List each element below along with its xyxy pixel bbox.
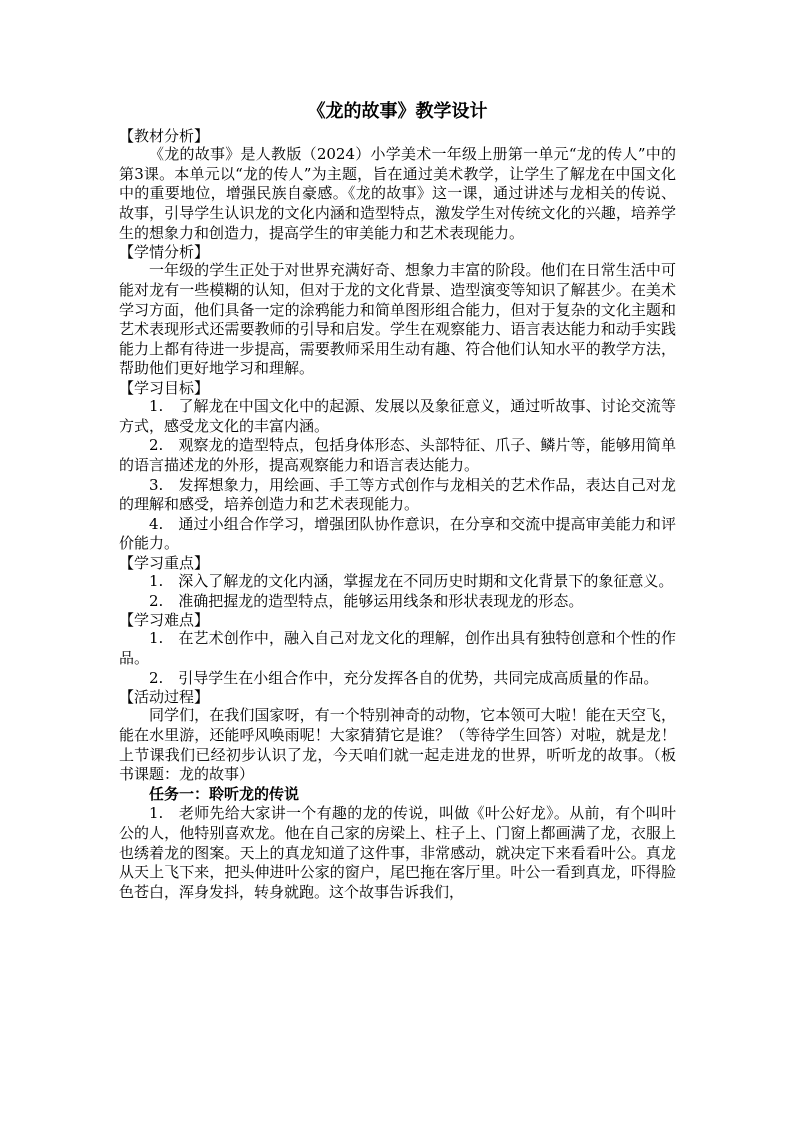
list-item: 1. 了解龙在中国文化中的起源、发展以及象征意义，通过听故事、讨论交流等方式，感受龙文化的丰富内涵。 (119, 397, 676, 435)
list-item: 3. 发挥想象力，用绘画、手工等方式创作与龙相关的艺术作品，表达自己对龙的理解和感受，培养创造力和艺术表现能力。 (119, 475, 676, 514)
section-heading-activity-process: 【活动过程】 (119, 688, 210, 707)
section-heading-learner-analysis: 【学情分析】 (119, 243, 210, 262)
list-item: 2. 观察龙的造型特点，包括身体形态、头部特征、爪子、鳞片等，能够用简单的语言描述龙的外形，提高观察能力和语言表达能力。 (119, 436, 676, 474)
paragraph: 一年级的学生正处于对世界充满好奇、想象力丰富的阶段。他们在日常生活中可能对龙有一些模糊的认知，但对于龙的文化背景、造型演变等知识了解甚少。在美术学习方面，他们具备一定的涂鸦能力和简单图形组合能力，但对于复杂的文化主题和艺术表现形式还需要教师的引导和启发。学生在观察能力、语言表达能力和动手实践能力上都有待进一步提高，需要教师采用生动有趣、符合他们认知水平的教学方法，帮助他们更好地学习和理解。 (119, 261, 676, 378)
paragraph: 《龙的故事》是人教版（2024）小学美术一年级上册第一单元“龙的传人”中的第3课。本单元以“龙的传人”为主题，旨在通过美术教学，让学生了解龙在中国文化中的重要地位，增强民族自豪感。《龙的故事》这一课，通过讲述与龙相关的传说、故事，引导学生认识龙的文化内涵和造型特点，激发学生对传统文化的兴趣，培养学生的想象力和创造力，提高学生的审美能力和艺术表现能力。 (119, 145, 676, 242)
list-item: 1. 深入了解龙的文化内涵，掌握龙在不同历史时期和文化背景下的象征意义。 (149, 572, 674, 591)
document-title: 《龙的故事》教学设计 (307, 101, 488, 122)
paragraph: 同学们，在我们国家呀，有一个特别神奇的动物，它本领可大啦！能在天空飞，能在水里游，还能呼风唤雨呢！大家猜猜它是谁？（等待学生回答）对啦，就是龙！上节课我们已经初步认识了龙，今天咱们就一起走进龙的世界，听听龙的故事。（板书课题：龙的故事） (119, 706, 676, 784)
section-heading-textbook-analysis: 【教材分析】 (119, 127, 210, 145)
document-page (119, 98, 676, 902)
section-heading-key-points: 【学习重点】 (119, 553, 210, 572)
list-item: 2. 引导学生在小组合作中，充分发挥各自的优势，共同完成高质量的作品。 (149, 668, 659, 687)
list-item: 1. 在艺术创作中，融入自己对龙文化的理解，创作出具有独特创意和个性的作品。 (119, 629, 676, 668)
list-item: 4. 通过小组合作学习，增强团队协作意识，在分享和交流中提高审美能力和评价能力。 (119, 514, 676, 553)
list-item: 1. 老师先给大家讲一个有趣的龙的传说，叫做《叶公好龙》。从前，有个叫叶公的人，他特别喜欢龙。他在自己家的房梁上、柱子上、门窗上都画满了龙，衣服上也绣着龙的图案。天上的真龙知道了这件事，非常感动，就决定下来看看叶公。真龙从天上飞下来，把头伸进叶公家的窗户，尾巴拖在客厅里。叶公一看到真龙，吓得脸色苍白，浑身发抖，转身就跑。这个故事告诉我们， (119, 804, 676, 901)
list-item: 2. 准确把握龙的造型特点，能够运用线条和形状表现龙的形态。 (149, 591, 584, 610)
section-heading-learning-objectives: 【学习目标】 (119, 378, 210, 397)
task-heading: 任务一：聆听龙的传说 (149, 784, 300, 803)
section-heading-difficulties: 【学习难点】 (119, 611, 210, 630)
